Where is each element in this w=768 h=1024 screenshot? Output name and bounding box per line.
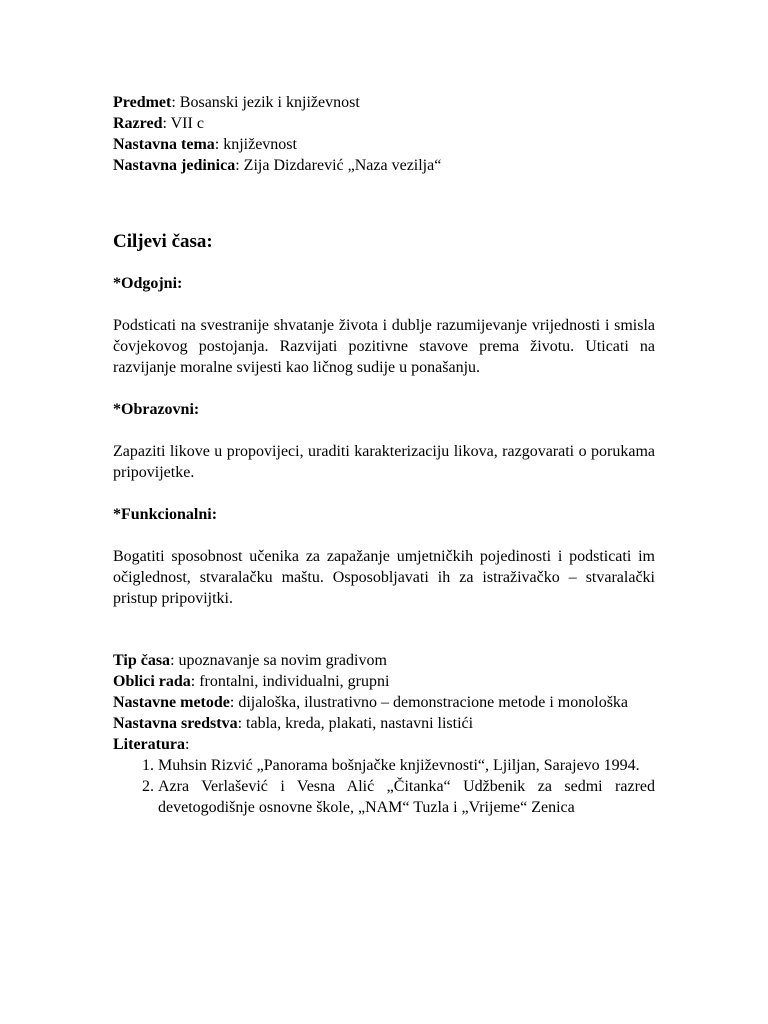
tip-value: : upoznavanje sa novim gradivom xyxy=(170,652,387,669)
odgojni-heading: *Odgojni: xyxy=(113,275,183,292)
sredstva-line xyxy=(113,713,655,734)
sredstva-value: : tabla, kreda, plakati, nastavni listići xyxy=(237,715,474,732)
literatura-colon: : xyxy=(184,736,190,753)
jedinica-value: : Zija Dizdarević „Naza vezilja“ xyxy=(235,157,442,174)
jedinica-line xyxy=(113,155,655,176)
literatura-item: 1. Muhsin Rizvić „Panorama bošnjačke književnosti“, Ljiljan, Sarajevo 1994. xyxy=(158,755,655,776)
document-page xyxy=(113,92,655,818)
metode-line xyxy=(113,692,655,713)
razred-line xyxy=(113,113,655,134)
literatura-label: Literatura xyxy=(113,736,185,753)
razred-value: : VII c xyxy=(162,115,204,132)
tema-value: : književnost xyxy=(214,136,297,153)
info-block xyxy=(113,650,655,818)
literatura-item: 2. Azra Verlašević i Vesna Alić „Čitanka“ Udžbenik za sedmi razred devetogodišnje osnovne škole, „NAM“ Tuzla i „Vrijeme“ Zenica xyxy=(158,776,655,818)
metode-label: Nastavne metode xyxy=(113,694,230,711)
funkcionalni-paragraph: Bogatiti sposobnost učenika za zapažanje umjetničkih pojedinosti i podsticati im očiglednost, stvaralačku maštu. Osposobljavati ih za istraživačko – stvaralački pristup pripovijtki. xyxy=(113,548,655,607)
oblici-label: Oblici rada xyxy=(113,673,191,690)
sredstva-label: Nastavna sredstva xyxy=(113,715,238,732)
tip-line xyxy=(113,650,655,671)
predmet-value: : Bosanski jezik i književnost xyxy=(171,94,360,111)
obrazovni-paragraph: Zapaziti likove u propovijeci, uraditi karakterizaciju likova, razgovarati o porukama pripovijetke. xyxy=(113,443,655,481)
tip-label: Tip časa xyxy=(113,652,171,669)
predmet-line xyxy=(113,92,655,113)
tema-line xyxy=(113,134,655,155)
header-block xyxy=(113,92,655,176)
metode-value: : dijaloška, ilustrativno – demonstracione metode i monološka xyxy=(229,694,629,711)
goals-heading: Ciljevi časa: xyxy=(113,231,213,252)
tema-label: Nastavna tema xyxy=(113,136,215,153)
jedinica-label: Nastavna jedinica xyxy=(113,157,236,174)
razred-label: Razred xyxy=(113,115,163,132)
oblici-line xyxy=(113,671,655,692)
obrazovni-heading: *Obrazovni: xyxy=(113,401,200,418)
funkcionalni-heading: *Funkcionalni: xyxy=(113,506,218,523)
predmet-label: Predmet xyxy=(113,94,172,111)
oblici-value: : frontalni, individualni, grupni xyxy=(190,673,390,690)
odgojni-paragraph: Podsticati na svestranije shvatanje života i dublje razumijevanje vrijednosti i smisla čovjekovog postojanja. Razvijati pozitivne stavove prema životu. Uticati na razvijanje moralne svijesti kao ličnog sudije u ponašanju. xyxy=(113,317,655,376)
literatura-line xyxy=(113,734,655,755)
literatura-list xyxy=(113,755,655,818)
